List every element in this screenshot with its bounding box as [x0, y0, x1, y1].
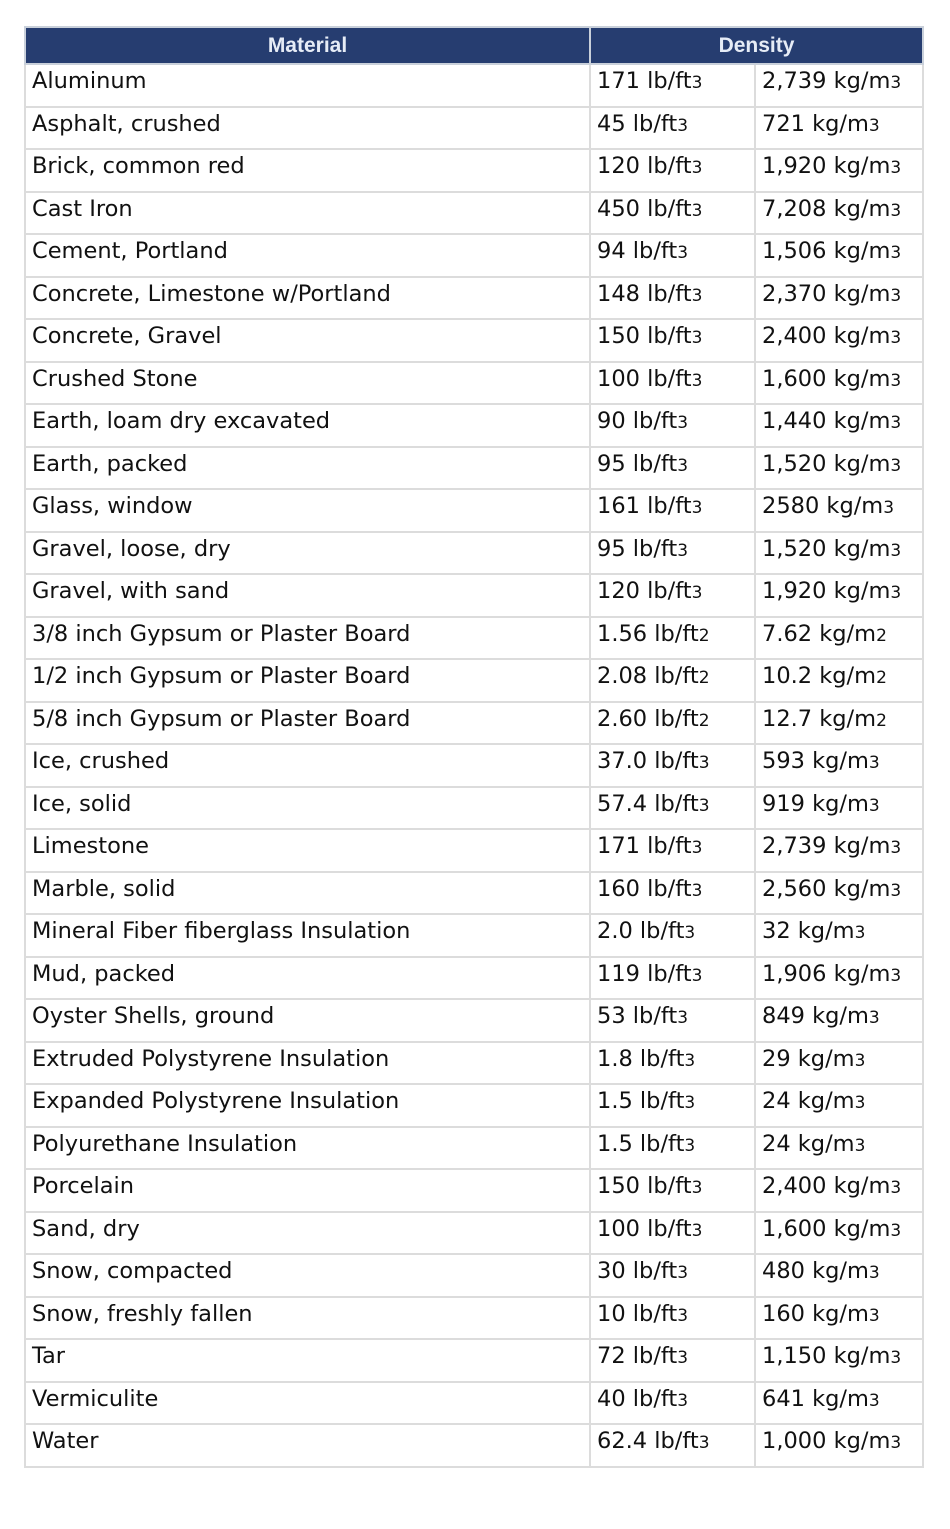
unit-exponent: 3 — [677, 1390, 689, 1411]
material-cell: Asphalt, crushed — [25, 107, 590, 150]
density-table — [24, 26, 924, 1468]
table-row — [25, 1127, 923, 1170]
density-value: 1,600 kg/m — [762, 365, 891, 392]
metric-density-cell — [755, 1127, 923, 1170]
unit-exponent: 3 — [890, 455, 902, 476]
density-value: 1,000 kg/m — [762, 1428, 891, 1455]
material-cell: Porcelain — [25, 1169, 590, 1212]
material-cell: Expanded Polystyrene Insulation — [25, 1084, 590, 1127]
density-value: 1,600 kg/m — [762, 1215, 891, 1242]
table-row — [25, 1339, 923, 1382]
density-value: 10.2 kg/m — [762, 663, 877, 690]
unit-exponent: 3 — [868, 115, 880, 136]
table-row — [25, 1212, 923, 1255]
density-value: 2,370 kg/m — [762, 280, 891, 307]
table-row — [25, 107, 923, 150]
imperial-density-cell — [590, 872, 755, 915]
density-value: 1.5 lb/ft — [597, 1130, 685, 1157]
density-value: 57.4 lb/ft — [597, 790, 699, 817]
metric-density-cell — [755, 787, 923, 830]
metric-density-cell — [755, 957, 923, 1000]
unit-exponent: 3 — [890, 1178, 902, 1199]
unit-exponent: 3 — [868, 753, 880, 774]
unit-exponent: 3 — [890, 1433, 902, 1454]
unit-exponent: 3 — [677, 1008, 689, 1029]
table-row — [25, 447, 923, 490]
table-row — [25, 617, 923, 660]
table-row — [25, 1084, 923, 1127]
unit-exponent: 3 — [691, 370, 703, 391]
density-value: 29 kg/m — [762, 1045, 855, 1072]
material-cell: Snow, compacted — [25, 1254, 590, 1297]
imperial-density-cell — [590, 107, 755, 150]
unit-exponent: 3 — [890, 1220, 902, 1241]
imperial-density-cell — [590, 64, 755, 107]
material-cell: Gravel, with sand — [25, 574, 590, 617]
unit-exponent: 3 — [677, 1263, 689, 1284]
unit-exponent: 3 — [691, 1220, 703, 1241]
table-row — [25, 1042, 923, 1085]
density-value: 53 lb/ft — [597, 1003, 678, 1030]
density-value: 24 kg/m — [762, 1130, 855, 1157]
density-value: 721 kg/m — [762, 110, 869, 137]
unit-exponent: 3 — [698, 753, 710, 774]
density-value: 1,150 kg/m — [762, 1343, 891, 1370]
unit-exponent: 3 — [691, 838, 703, 859]
material-cell: Gravel, loose, dry — [25, 532, 590, 575]
imperial-density-cell — [590, 744, 755, 787]
unit-exponent: 3 — [698, 1433, 710, 1454]
density-value: 45 lb/ft — [597, 110, 678, 137]
unit-exponent: 3 — [890, 328, 902, 349]
unit-exponent: 3 — [868, 1390, 880, 1411]
density-value: 40 lb/ft — [597, 1385, 678, 1412]
metric-density-cell — [755, 1042, 923, 1085]
metric-density-cell — [755, 192, 923, 235]
unit-exponent: 3 — [890, 73, 902, 94]
metric-density-cell — [755, 999, 923, 1042]
material-cell: 1/2 inch Gypsum or Plaster Board — [25, 659, 590, 702]
table-row — [25, 957, 923, 1000]
imperial-density-cell — [590, 787, 755, 830]
density-value: 450 lb/ft — [597, 195, 692, 222]
unit-exponent: 3 — [691, 158, 703, 179]
material-cell: 5/8 inch Gypsum or Plaster Board — [25, 702, 590, 745]
density-value: 2,400 kg/m — [762, 323, 891, 350]
table-row — [25, 744, 923, 787]
table-header — [25, 27, 923, 64]
material-cell: Vermiculite — [25, 1382, 590, 1425]
imperial-density-cell — [590, 1382, 755, 1425]
density-value: 1,906 kg/m — [762, 960, 891, 987]
material-cell: Mineral Fiber fiberglass Insulation — [25, 914, 590, 957]
imperial-density-cell — [590, 1424, 755, 1467]
imperial-density-cell — [590, 149, 755, 192]
density-value: 160 lb/ft — [597, 875, 692, 902]
header-density: Density — [590, 27, 923, 64]
density-value: 100 lb/ft — [597, 1215, 692, 1242]
density-value: 120 lb/ft — [597, 578, 692, 605]
metric-density-cell — [755, 404, 923, 447]
unit-exponent: 2 — [698, 625, 710, 646]
metric-density-cell — [755, 1084, 923, 1127]
density-value: 1,506 kg/m — [762, 238, 891, 265]
density-value: 95 lb/ft — [597, 450, 678, 477]
density-value: 1,920 kg/m — [762, 153, 891, 180]
table-row — [25, 234, 923, 277]
unit-exponent: 3 — [883, 498, 895, 519]
unit-exponent: 3 — [691, 73, 703, 94]
density-value: 30 lb/ft — [597, 1258, 678, 1285]
imperial-density-cell — [590, 1254, 755, 1297]
metric-density-cell — [755, 829, 923, 872]
density-value: 2.60 lb/ft — [597, 705, 699, 732]
imperial-density-cell — [590, 489, 755, 532]
material-cell: Earth, packed — [25, 447, 590, 490]
unit-exponent: 3 — [868, 1008, 880, 1029]
imperial-density-cell — [590, 617, 755, 660]
table-row — [25, 277, 923, 320]
material-cell: Concrete, Limestone w/Portland — [25, 277, 590, 320]
density-value: 1.5 lb/ft — [597, 1088, 685, 1115]
unit-exponent: 3 — [677, 243, 689, 264]
density-value: 7.62 kg/m — [762, 620, 877, 647]
metric-density-cell — [755, 277, 923, 320]
table-row — [25, 532, 923, 575]
density-value: 1,440 kg/m — [762, 408, 891, 435]
metric-density-cell — [755, 64, 923, 107]
imperial-density-cell — [590, 702, 755, 745]
density-value: 12.7 kg/m — [762, 705, 877, 732]
unit-exponent: 3 — [691, 328, 703, 349]
unit-exponent: 3 — [691, 880, 703, 901]
unit-exponent: 3 — [677, 1348, 689, 1369]
unit-exponent: 3 — [868, 795, 880, 816]
metric-density-cell — [755, 659, 923, 702]
unit-exponent: 3 — [854, 1050, 866, 1071]
density-value: 2.0 lb/ft — [597, 918, 685, 945]
unit-exponent: 3 — [890, 413, 902, 434]
unit-exponent: 3 — [677, 1305, 689, 1326]
unit-exponent: 3 — [868, 1305, 880, 1326]
imperial-density-cell — [590, 1169, 755, 1212]
imperial-density-cell — [590, 362, 755, 405]
unit-exponent: 3 — [677, 115, 689, 136]
material-cell: Concrete, Gravel — [25, 319, 590, 362]
table-row — [25, 362, 923, 405]
unit-exponent: 2 — [876, 625, 887, 646]
table-row — [25, 1169, 923, 1212]
imperial-density-cell — [590, 1297, 755, 1340]
unit-exponent: 3 — [698, 795, 710, 816]
metric-density-cell — [755, 1169, 923, 1212]
imperial-density-cell — [590, 447, 755, 490]
metric-density-cell — [755, 532, 923, 575]
metric-density-cell — [755, 149, 923, 192]
unit-exponent: 3 — [684, 1093, 696, 1114]
table-row — [25, 872, 923, 915]
density-value: 1,920 kg/m — [762, 578, 891, 605]
material-cell: Brick, common red — [25, 149, 590, 192]
metric-density-cell — [755, 447, 923, 490]
table-row — [25, 914, 923, 957]
density-value: 148 lb/ft — [597, 280, 692, 307]
table-row — [25, 829, 923, 872]
unit-exponent: 3 — [691, 285, 703, 306]
unit-exponent: 2 — [876, 710, 887, 731]
metric-density-cell — [755, 744, 923, 787]
unit-exponent: 3 — [868, 1263, 880, 1284]
material-cell: Polyurethane Insulation — [25, 1127, 590, 1170]
density-value: 171 lb/ft — [597, 68, 692, 95]
density-value: 32 kg/m — [762, 918, 855, 945]
metric-density-cell — [755, 1254, 923, 1297]
material-cell: Earth, loam dry excavated — [25, 404, 590, 447]
unit-exponent: 3 — [854, 1093, 866, 1114]
density-value: 1.8 lb/ft — [597, 1045, 685, 1072]
imperial-density-cell — [590, 659, 755, 702]
metric-density-cell — [755, 1212, 923, 1255]
metric-density-cell — [755, 234, 923, 277]
imperial-density-cell — [590, 1084, 755, 1127]
unit-exponent: 3 — [854, 923, 866, 944]
density-value: 10 lb/ft — [597, 1300, 678, 1327]
header-material: Material — [25, 27, 590, 64]
table-row — [25, 574, 923, 617]
density-value: 24 kg/m — [762, 1088, 855, 1115]
unit-exponent: 3 — [691, 583, 703, 604]
unit-exponent: 3 — [890, 583, 902, 604]
metric-density-cell — [755, 1297, 923, 1340]
density-value: 2580 kg/m — [762, 493, 884, 520]
table-row — [25, 319, 923, 362]
table-row — [25, 702, 923, 745]
density-value: 2,560 kg/m — [762, 875, 891, 902]
material-cell: Sand, dry — [25, 1212, 590, 1255]
material-cell: Aluminum — [25, 64, 590, 107]
table-row — [25, 489, 923, 532]
unit-exponent: 2 — [876, 668, 887, 689]
imperial-density-cell — [590, 319, 755, 362]
density-value: 100 lb/ft — [597, 365, 692, 392]
density-value: 2,400 kg/m — [762, 1173, 891, 1200]
imperial-density-cell — [590, 914, 755, 957]
metric-density-cell — [755, 914, 923, 957]
imperial-density-cell — [590, 192, 755, 235]
density-value: 150 lb/ft — [597, 1173, 692, 1200]
unit-exponent: 3 — [890, 838, 902, 859]
density-value: 1,520 kg/m — [762, 535, 891, 562]
table-row — [25, 787, 923, 830]
imperial-density-cell — [590, 1127, 755, 1170]
material-cell: Cast Iron — [25, 192, 590, 235]
imperial-density-cell — [590, 829, 755, 872]
imperial-density-cell — [590, 277, 755, 320]
unit-exponent: 3 — [890, 880, 902, 901]
material-cell: Crushed Stone — [25, 362, 590, 405]
unit-exponent: 3 — [684, 923, 696, 944]
unit-exponent: 2 — [698, 668, 710, 689]
metric-density-cell — [755, 617, 923, 660]
density-value: 150 lb/ft — [597, 323, 692, 350]
unit-exponent: 3 — [684, 1135, 696, 1156]
density-value: 2,739 kg/m — [762, 833, 891, 860]
table-row — [25, 999, 923, 1042]
density-value: 95 lb/ft — [597, 535, 678, 562]
unit-exponent: 3 — [677, 413, 689, 434]
header-row — [25, 27, 923, 64]
density-value: 919 kg/m — [762, 790, 869, 817]
density-value: 72 lb/ft — [597, 1343, 678, 1370]
density-table-container — [24, 26, 922, 1468]
imperial-density-cell — [590, 532, 755, 575]
density-value: 37.0 lb/ft — [597, 748, 699, 775]
density-value: 120 lb/ft — [597, 153, 692, 180]
imperial-density-cell — [590, 1339, 755, 1382]
unit-exponent: 3 — [684, 1050, 696, 1071]
density-value: 119 lb/ft — [597, 960, 692, 987]
table-row — [25, 1424, 923, 1467]
metric-density-cell — [755, 574, 923, 617]
table-body — [25, 64, 923, 1467]
imperial-density-cell — [590, 404, 755, 447]
density-value: 641 kg/m — [762, 1385, 869, 1412]
unit-exponent: 3 — [677, 455, 689, 476]
unit-exponent: 2 — [698, 710, 710, 731]
material-cell: Limestone — [25, 829, 590, 872]
material-cell: Mud, packed — [25, 957, 590, 1000]
unit-exponent: 3 — [890, 540, 902, 561]
table-row — [25, 1254, 923, 1297]
density-value: 2,739 kg/m — [762, 68, 891, 95]
metric-density-cell — [755, 107, 923, 150]
density-value: 90 lb/ft — [597, 408, 678, 435]
table-row — [25, 1382, 923, 1425]
material-cell: 3/8 inch Gypsum or Plaster Board — [25, 617, 590, 660]
table-row — [25, 149, 923, 192]
unit-exponent: 3 — [890, 200, 902, 221]
unit-exponent: 3 — [890, 158, 902, 179]
unit-exponent: 3 — [691, 965, 703, 986]
metric-density-cell — [755, 702, 923, 745]
unit-exponent: 3 — [890, 370, 902, 391]
material-cell: Marble, solid — [25, 872, 590, 915]
material-cell: Extruded Polystyrene Insulation — [25, 1042, 590, 1085]
metric-density-cell — [755, 1424, 923, 1467]
metric-density-cell — [755, 872, 923, 915]
table-row — [25, 64, 923, 107]
metric-density-cell — [755, 489, 923, 532]
density-value: 161 lb/ft — [597, 493, 692, 520]
metric-density-cell — [755, 1339, 923, 1382]
imperial-density-cell — [590, 999, 755, 1042]
material-cell: Ice, solid — [25, 787, 590, 830]
unit-exponent: 3 — [890, 285, 902, 306]
material-cell: Cement, Portland — [25, 234, 590, 277]
density-value: 480 kg/m — [762, 1258, 869, 1285]
density-value: 7,208 kg/m — [762, 195, 891, 222]
imperial-density-cell — [590, 574, 755, 617]
imperial-density-cell — [590, 1212, 755, 1255]
table-row — [25, 1297, 923, 1340]
metric-density-cell — [755, 362, 923, 405]
unit-exponent: 3 — [890, 965, 902, 986]
material-cell: Tar — [25, 1339, 590, 1382]
unit-exponent: 3 — [691, 200, 703, 221]
imperial-density-cell — [590, 1042, 755, 1085]
density-value: 849 kg/m — [762, 1003, 869, 1030]
density-value: 593 kg/m — [762, 748, 869, 775]
metric-density-cell — [755, 1382, 923, 1425]
density-value: 94 lb/ft — [597, 238, 678, 265]
imperial-density-cell — [590, 957, 755, 1000]
material-cell: Ice, crushed — [25, 744, 590, 787]
unit-exponent: 3 — [890, 1348, 902, 1369]
unit-exponent: 3 — [677, 540, 689, 561]
material-cell: Snow, freshly fallen — [25, 1297, 590, 1340]
unit-exponent: 3 — [854, 1135, 866, 1156]
table-row — [25, 404, 923, 447]
density-value: 1,520 kg/m — [762, 450, 891, 477]
imperial-density-cell — [590, 234, 755, 277]
density-value: 1.56 lb/ft — [597, 620, 699, 647]
material-cell: Water — [25, 1424, 590, 1467]
density-value: 171 lb/ft — [597, 833, 692, 860]
density-value: 160 kg/m — [762, 1300, 869, 1327]
table-row — [25, 192, 923, 235]
unit-exponent: 3 — [691, 498, 703, 519]
material-cell: Oyster Shells, ground — [25, 999, 590, 1042]
metric-density-cell — [755, 319, 923, 362]
unit-exponent: 3 — [691, 1178, 703, 1199]
density-value: 62.4 lb/ft — [597, 1428, 699, 1455]
unit-exponent: 3 — [890, 243, 902, 264]
material-cell: Glass, window — [25, 489, 590, 532]
table-row — [25, 659, 923, 702]
density-value: 2.08 lb/ft — [597, 663, 699, 690]
